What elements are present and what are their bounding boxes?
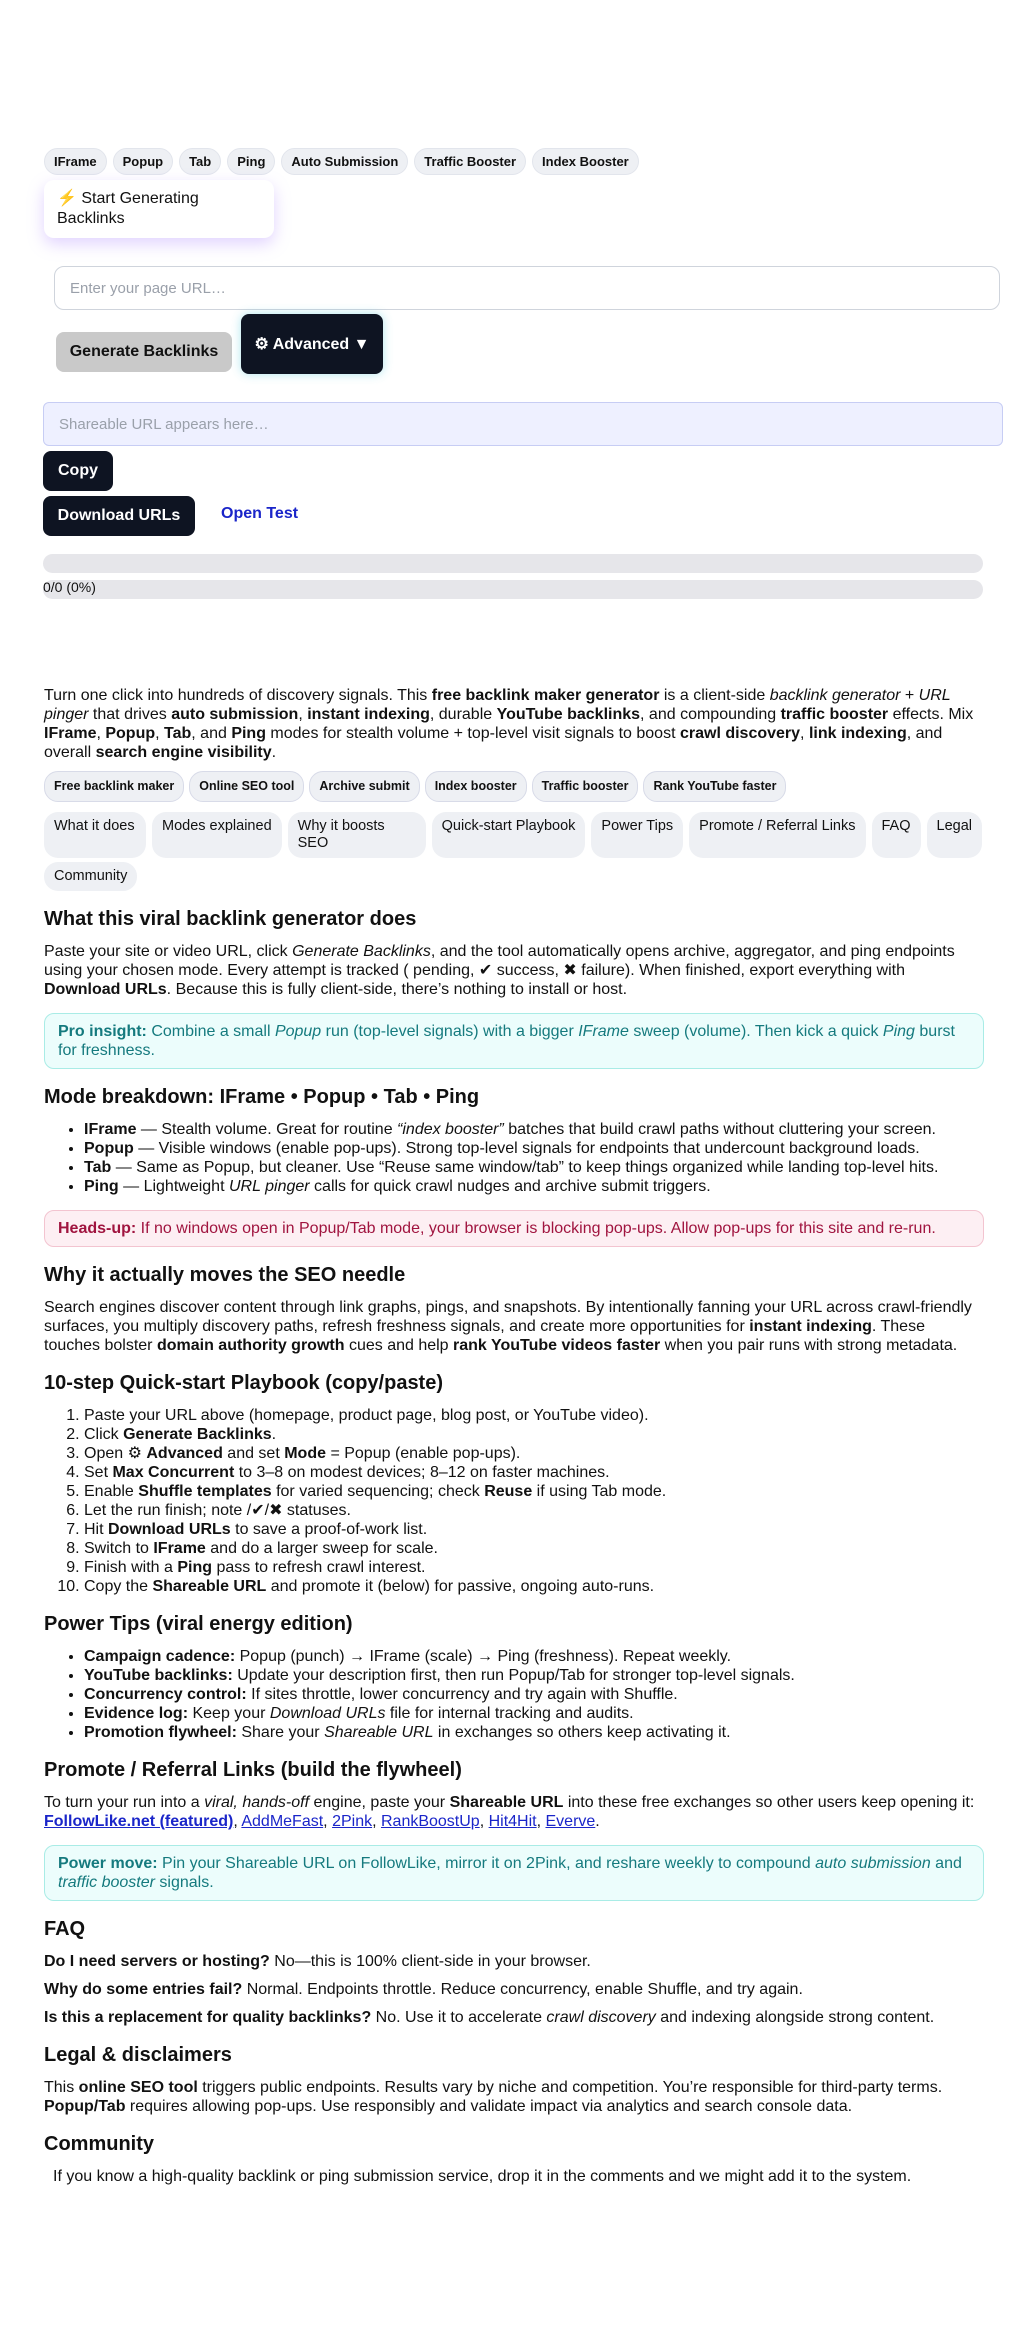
intro-bold: Popup <box>105 725 156 742</box>
step-text: to 3–8 on modest devices; 8–12 on faster machines. <box>234 1464 610 1481</box>
intro-italic: backlink generator <box>769 687 901 704</box>
list-item <box>84 1647 984 1666</box>
tip-text: Keep your <box>188 1705 270 1722</box>
step-text: for varied sequencing; check <box>271 1483 485 1500</box>
callout-italic: traffic booster <box>58 1874 155 1891</box>
callout-italic: Popup <box>274 1023 322 1040</box>
tip-text: If sites throttle, lower concurrency and try again with Shuffle. <box>246 1686 678 1703</box>
callout-italic: Ping <box>882 1023 915 1040</box>
step-text: Paste your URL above (homepage, product page, blog post, or YouTube video). <box>84 1407 649 1424</box>
legal-text: requires allowing pop-ups. Use responsibly and validate impact via analytics and search console data. <box>125 2098 853 2115</box>
step-text: = Popup (enable pop-ups). <box>326 1445 521 1462</box>
tip-text: Update your description first, then run Popup/Tab for stronger top-level signals. <box>232 1667 795 1684</box>
faq-question: Do I need servers or hosting? <box>44 1953 270 1970</box>
article <box>44 686 984 2195</box>
intro-paragraph <box>44 686 984 762</box>
intro-text: that drives <box>88 706 172 723</box>
tip-text: file for internal tracking and audits. <box>385 1705 634 1722</box>
tip-italic: Shareable URL <box>324 1724 434 1741</box>
list-item <box>84 1704 984 1723</box>
step-bold: Advanced <box>146 1445 223 1462</box>
step-bold: Reuse <box>484 1483 533 1500</box>
list-item <box>84 1520 984 1539</box>
list-item <box>84 1685 984 1704</box>
intro-bold: auto submission <box>171 706 299 723</box>
step-bold: Ping <box>177 1559 213 1576</box>
tip-text: in exchanges so others keep activating it. <box>433 1724 731 1741</box>
list-item <box>84 1444 984 1463</box>
what-italic: Generate Backlinks <box>292 943 431 960</box>
step-text: pass to refresh crawl interest. <box>212 1559 426 1576</box>
download-urls-button[interactable]: Download URLs <box>43 496 195 536</box>
step-text: Let the run finish; note /✔/✖ statuses. <box>84 1502 351 1519</box>
tab-popup[interactable]: Popup <box>113 148 173 175</box>
step-text: Set <box>84 1464 113 1481</box>
faq-answer: Normal. Endpoints throttle. Reduce concurrency, enable Shuffle, and try again. <box>242 1981 803 1998</box>
heads-up-callout <box>44 1210 984 1247</box>
tab-iframe[interactable]: IFrame <box>44 148 107 175</box>
faq-answer: No—this is 100% client-side in your browser. <box>269 1953 591 1970</box>
promote-italic: viral, hands-off <box>204 1794 310 1811</box>
section-heading-promote: Promote / Referral Links (build the flywheel) <box>44 1759 462 1781</box>
why-paragraph <box>44 1298 984 1355</box>
step-text: Open ⚙ <box>84 1445 147 1462</box>
intro-bold: link indexing <box>808 725 907 742</box>
mode-text: — Visible windows (enable pop-ups). Strong top-level signals for endpoints that undercount background loads. <box>133 1140 920 1157</box>
keyword-tag: Rank YouTube faster <box>643 771 786 802</box>
tab-index-booster[interactable]: Index Booster <box>532 148 639 175</box>
tips-list <box>84 1647 984 1742</box>
tip-italic: Download URLs <box>269 1705 386 1722</box>
why-bold: domain authority growth <box>156 1337 345 1354</box>
referral-link-addmefast[interactable]: AddMeFast <box>241 1813 324 1830</box>
list-item <box>84 1723 984 1742</box>
faq-item <box>44 2008 984 2027</box>
callout-text: burst for freshness. <box>58 1023 955 1059</box>
what-text: Paste your site or video URL, click <box>44 943 293 960</box>
list-item <box>84 1158 984 1177</box>
why-bold: rank YouTube videos faster <box>453 1337 661 1354</box>
intro-text: . <box>271 744 277 761</box>
modes-list <box>84 1120 984 1196</box>
why-text: Search engines discover content through link graphs, pings, and snapshots. By intentionally fanning your URL across crawl-friendly surfaces, you multiply discovery paths, refresh freshness signals, and create more opportunities for <box>44 1299 972 1335</box>
mode-italic: URL pinger <box>228 1178 310 1195</box>
tab-auto-submission[interactable]: Auto Submission <box>281 148 408 175</box>
toc-link-power-tips[interactable]: Power Tips <box>591 812 683 858</box>
keyword-tags <box>44 771 984 802</box>
why-text: . These touches bolster <box>44 1318 925 1354</box>
intro-bold: IFrame <box>44 725 97 742</box>
faq-question: Is this a replacement for quality backlinks? <box>44 2009 372 2026</box>
intro-text: is a client-side <box>659 687 770 704</box>
intro-text: , <box>155 725 165 742</box>
callout-text: Pin your Shareable URL on FollowLike, mirror it on 2Pink, and reshare weekly to compound <box>157 1855 816 1872</box>
section-heading-legal: Legal & disclaimers <box>44 2044 232 2066</box>
mode-text: batches that build crawl paths without cluttering your screen. <box>503 1121 936 1138</box>
toc-link-playbook[interactable]: Quick-start Playbook <box>432 812 586 858</box>
callout-text: signals. <box>154 1874 214 1891</box>
progress-bar <box>43 554 983 573</box>
intro-text: , and <box>191 725 232 742</box>
list-item <box>84 1120 984 1139</box>
legal-text: This <box>44 2079 79 2096</box>
referral-link-hit4hit[interactable]: Hit4Hit <box>488 1813 537 1830</box>
step-text: and do a larger sweep for scale. <box>205 1540 438 1557</box>
intro-text: , <box>800 725 809 742</box>
faq-answer: and indexing alongside strong content. <box>655 2009 935 2026</box>
legal-bold: online SEO tool <box>78 2079 198 2096</box>
start-generating-card[interactable]: ⚡ Start Generating Backlinks <box>44 180 274 238</box>
intro-text: effects. Mix <box>888 706 974 723</box>
step-text: Switch to <box>84 1540 154 1557</box>
mode-text: — Lightweight <box>118 1178 229 1195</box>
list-item <box>84 1577 984 1596</box>
step-bold: Shuffle templates <box>138 1483 272 1500</box>
callout-text: If no windows open in Popup/Tab mode, your browser is blocking pop-ups. Allow pop-ups for this site and re-run. <box>136 1220 936 1237</box>
toc-link-faq[interactable]: FAQ <box>872 812 921 858</box>
intro-text: Turn one click into hundreds of discovery signals. This <box>44 687 432 704</box>
step-bold: Mode <box>284 1445 326 1462</box>
progress-bar-secondary <box>43 580 983 599</box>
referral-link-followlike[interactable]: FollowLike.net (featured) <box>44 1813 234 1830</box>
step-bold: Max Concurrent <box>112 1464 235 1481</box>
referral-link-everve[interactable]: Everve <box>545 1813 596 1830</box>
toc-link-why[interactable]: Why it boosts SEO <box>288 812 426 858</box>
progress-text: 0/0 (0%) <box>43 579 96 595</box>
community-text: If you know a high-quality backlink or ping submission service, drop it in the comments and we might add it to the system. <box>53 2168 912 2185</box>
section-heading-tips: Power Tips (viral energy edition) <box>44 1613 353 1635</box>
intro-bold: YouTube backlinks <box>496 706 641 723</box>
url-input[interactable] <box>54 266 1000 310</box>
mode-name: IFrame <box>84 1121 137 1138</box>
why-text: when you pair runs with strong metadata. <box>660 1337 958 1354</box>
intro-bold: traffic booster <box>780 706 889 723</box>
copy-button[interactable]: Copy <box>43 451 113 491</box>
faq-italic: crawl discovery <box>546 2009 656 2026</box>
advanced-button[interactable]: ⚙ Advanced ▼ <box>241 314 383 374</box>
legal-paragraph <box>44 2078 984 2116</box>
callout-italic: IFrame <box>578 1023 629 1040</box>
referral-link-2pink[interactable]: 2Pink <box>332 1813 373 1830</box>
intro-bold: free backlink maker generator <box>431 687 660 704</box>
power-move-callout <box>44 1845 984 1901</box>
tip-label: Concurrency control: <box>84 1686 247 1703</box>
callout-italic: auto submission <box>815 1855 931 1872</box>
step-text: if using Tab mode. <box>532 1483 667 1500</box>
step-text: and promote it (below) for passive, ongoing auto-runs. <box>266 1578 655 1595</box>
faq-question: Why do some entries fail? <box>44 1981 243 1998</box>
toc-link-modes[interactable]: Modes explained <box>152 812 282 858</box>
what-text: , and the tool automatically opens archive, aggregator, and ping endpoints using your chosen mode. Every attempt is tracked ( pending, ✔ success, ✖ failure). When finished, export everything with <box>44 943 955 979</box>
faq-item <box>44 1952 984 1971</box>
tip-label: Campaign cadence: <box>84 1648 236 1665</box>
what-bold: Download URLs <box>44 981 167 998</box>
intro-text: , durable <box>429 706 497 723</box>
section-heading-playbook: 10-step Quick-start Playbook (copy/paste) <box>44 1372 444 1394</box>
intro-italic: URL pinger <box>44 687 951 723</box>
promote-text: engine, paste your <box>309 1794 450 1811</box>
section-heading-faq: FAQ <box>44 1918 86 1940</box>
callout-text: sweep (volume). Then kick a quick <box>628 1023 883 1040</box>
tab-tab[interactable]: Tab <box>179 148 221 175</box>
what-text: . Because this is fully client-side, there’s nothing to install or host. <box>166 981 628 998</box>
keyword-tag: Online SEO tool <box>189 771 304 802</box>
tab-ping[interactable]: Ping <box>227 148 275 175</box>
step-text: Enable <box>84 1483 139 1500</box>
intro-bold: Tab <box>164 725 192 742</box>
list-item <box>84 1558 984 1577</box>
tip-label: YouTube backlinks: <box>84 1667 233 1684</box>
step-bold: Download URLs <box>108 1521 231 1538</box>
faq-answer: No. Use it to accelerate <box>371 2009 547 2026</box>
intro-text: , and overall <box>44 725 943 761</box>
intro-bold: crawl discovery <box>679 725 801 742</box>
toc-link-legal[interactable]: Legal <box>927 812 982 858</box>
promote-bold: Shareable URL <box>449 1794 564 1811</box>
tip-text: Share your <box>236 1724 325 1741</box>
toc-link-what-it-does[interactable]: What it does <box>44 812 146 858</box>
table-of-contents <box>44 812 984 891</box>
promote-text: into these free exchanges so other users keep opening it: <box>563 1794 975 1811</box>
intro-text: , <box>96 725 106 742</box>
list-item <box>84 1463 984 1482</box>
list-item <box>84 1482 984 1501</box>
list-item <box>84 1139 984 1158</box>
pro-insight-callout <box>44 1013 984 1069</box>
step-text: and set <box>222 1445 285 1462</box>
what-paragraph <box>44 942 984 999</box>
keyword-tag: Index booster <box>425 771 527 802</box>
faq-item <box>44 1980 984 1999</box>
section-heading-modes: Mode breakdown: IFrame • Popup • Tab • Ping <box>44 1086 480 1108</box>
list-item <box>84 1539 984 1558</box>
step-bold: IFrame <box>153 1540 206 1557</box>
mode-name: Tab <box>84 1159 112 1176</box>
step-text: Finish with a <box>84 1559 178 1576</box>
mode-tabs <box>44 148 639 175</box>
list-item <box>84 1406 984 1425</box>
section-heading-what: What this viral backlink generator does <box>44 908 417 930</box>
intro-text: , and compounding <box>640 706 781 723</box>
callout-text: run (top-level signals) with a bigger <box>321 1023 579 1040</box>
tip-label: Evidence log: <box>84 1705 189 1722</box>
step-text: . <box>271 1426 277 1443</box>
mode-name: Ping <box>84 1178 119 1195</box>
why-text: cues and help <box>344 1337 454 1354</box>
list-item <box>84 1666 984 1685</box>
keyword-tag: Free backlink maker <box>44 771 184 802</box>
step-text: Click <box>84 1426 124 1443</box>
intro-bold: Ping <box>231 725 266 742</box>
mode-text: — Stealth volume. Great for routine <box>136 1121 398 1138</box>
referral-link-rankboostup[interactable]: RankBoostUp <box>380 1813 480 1830</box>
keyword-tag: Archive submit <box>309 771 419 802</box>
list-item <box>84 1425 984 1444</box>
list-item <box>84 1177 984 1196</box>
generate-backlinks-button[interactable]: Generate Backlinks <box>56 332 232 372</box>
intro-text: + <box>900 687 919 704</box>
shareable-url-field[interactable] <box>43 402 1003 446</box>
mode-text: calls for quick crawl nudges and archive submit triggers. <box>309 1178 711 1195</box>
tip-text: Popup (punch) → IFrame (scale) → Ping (freshness). Repeat weekly. <box>235 1648 732 1665</box>
callout-label: Heads-up: <box>58 1220 137 1237</box>
step-text: Hit <box>84 1521 108 1538</box>
mode-name: Popup <box>84 1140 134 1157</box>
step-bold: Shareable URL <box>152 1578 267 1595</box>
intro-bold: search engine visibility <box>95 744 272 761</box>
callout-label: Power move: <box>58 1855 158 1872</box>
step-bold: Generate Backlinks <box>123 1426 272 1443</box>
callout-text: and <box>930 1855 962 1872</box>
intro-text: , <box>298 706 308 723</box>
section-heading-why: Why it actually moves the SEO needle <box>44 1264 406 1286</box>
why-bold: instant indexing <box>749 1318 872 1335</box>
intro-text: modes for stealth volume + top-level visit signals to boost <box>265 725 680 742</box>
mode-text: — Same as Popup, but cleaner. Use “Reuse same window/tab” to keep things organized while landing top-level hits. <box>111 1159 939 1176</box>
promote-text: To turn your run into a <box>44 1794 205 1811</box>
promote-paragraph: To turn your run into a viral, hands-off engine, paste your Shareable URL into these free exchanges so other users keep opening it: FollowLike.net (featured), AddMeFast, 2Pink, RankBoostUp, Hit4Hit, Everve. <box>44 1794 975 1830</box>
playbook-list <box>84 1406 984 1596</box>
toc-link-promote[interactable]: Promote / Referral Links <box>689 812 865 858</box>
section-heading-community: Community <box>44 2133 154 2155</box>
legal-bold: Popup/Tab <box>44 2098 126 2115</box>
callout-label: Pro insight: <box>58 1023 147 1040</box>
keyword-tag: Traffic booster <box>532 771 639 802</box>
toc-link-community[interactable]: Community <box>44 862 137 891</box>
mode-italic: “index booster” <box>397 1121 504 1138</box>
legal-text: triggers public endpoints. Results vary by niche and competition. You’re responsible for third-party terms. <box>197 2079 943 2096</box>
step-text: to save a proof-of-work list. <box>230 1521 428 1538</box>
open-test-link[interactable]: Open Test <box>221 505 299 522</box>
callout-text: Combine a small <box>146 1023 275 1040</box>
step-text: Copy the <box>84 1578 153 1595</box>
list-item <box>84 1501 984 1520</box>
intro-bold: instant indexing <box>307 706 430 723</box>
tip-label: Promotion flywheel: <box>84 1724 237 1741</box>
tab-traffic-booster[interactable]: Traffic Booster <box>414 148 526 175</box>
